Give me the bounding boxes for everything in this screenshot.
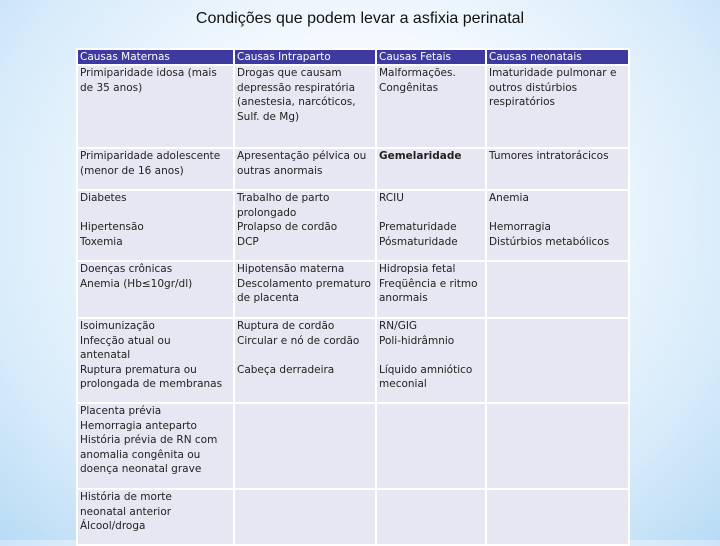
table-row <box>77 403 629 489</box>
cell-line: Freqüência e ritmo <box>379 277 478 290</box>
cell-line: outros distúrbios <box>489 81 578 94</box>
cell-line: Apresentação pélvica ou <box>237 150 367 162</box>
cell-line: Congênitas <box>379 81 439 94</box>
table-cell <box>77 261 234 318</box>
cell-line: neonatal anterior <box>80 505 172 518</box>
cell-line: Ruptura de cordão <box>237 320 335 332</box>
cell-line: Toxemia <box>80 235 123 248</box>
table-row <box>77 190 629 261</box>
cell-line: Sulf. de Mg) <box>237 110 300 123</box>
cell-spacer <box>80 206 231 221</box>
table-cell-empty <box>234 403 376 489</box>
cell-line: Circular e nó de cordão <box>237 334 360 347</box>
cell-line: de 35 anos) <box>80 81 143 94</box>
cell-line: Distúrbios metabólicos <box>489 235 610 248</box>
cell-line: anomalia congênita ou <box>80 448 201 461</box>
table-cell-empty <box>376 489 486 545</box>
cell-line: (menor de 16 anos) <box>80 164 184 177</box>
cell-line: Hipertensão <box>80 221 144 233</box>
table-cell <box>376 318 486 403</box>
table-cell <box>376 148 486 190</box>
cell-line: Gemelaridade <box>379 150 462 162</box>
cell-line: Placenta prévia <box>80 405 162 417</box>
cell-line: outras anormais <box>237 164 323 177</box>
cell-line: DCP <box>237 235 259 248</box>
cell-line: Malformações. <box>379 67 456 79</box>
table-cell-empty <box>486 489 629 545</box>
cell-line: Hidropsia fetal <box>379 263 456 275</box>
slide-title: Condições que podem levar a asfixia perinatal <box>195 10 525 27</box>
cell-line: Tumores intratorácicos <box>489 150 609 162</box>
cell-line: antenatal <box>80 349 131 361</box>
cell-line: Álcool/droga <box>80 520 146 532</box>
table-cell <box>77 318 234 403</box>
table-cell-empty <box>486 261 629 318</box>
table-cell <box>77 65 234 148</box>
cell-line: Poli-hidrâmnio <box>379 334 455 347</box>
table-cell <box>77 403 234 489</box>
cell-line: respiratórios <box>489 96 556 108</box>
cell-line: meconial <box>379 378 427 390</box>
cell-line: depressão respiratória <box>237 81 356 94</box>
cell-line: Hemorragia <box>489 221 551 233</box>
cell-line: Isoimunização <box>80 320 155 332</box>
cell-line: Doenças crônicas <box>80 263 173 275</box>
cell-line: Prematuridade <box>379 221 457 233</box>
cell-line: Imaturidade pulmonar e <box>489 67 617 79</box>
cell-spacer <box>489 206 626 221</box>
table-row <box>77 318 629 403</box>
table-cell <box>234 190 376 261</box>
table-cell <box>234 318 376 403</box>
cell-line: RN/GIG <box>379 320 418 332</box>
cell-line: de placenta <box>237 292 299 304</box>
cell-line: Infecção atual ou <box>80 334 171 347</box>
table-row <box>77 261 629 318</box>
cell-spacer <box>379 348 483 363</box>
cell-line: Primiparidade adolescente <box>80 150 221 162</box>
cell-line: Trabalho de parto <box>237 192 330 204</box>
table-cell <box>376 65 486 148</box>
cell-line: prolongada de membranas <box>80 378 223 390</box>
cell-line: História prévia de RN com <box>80 434 218 446</box>
table-cell <box>234 148 376 190</box>
table-cell <box>376 261 486 318</box>
cell-line: (anestesia, narcóticos, <box>237 96 356 108</box>
table-cell-empty <box>486 403 629 489</box>
header-causas-neonatais: Causas neonatais <box>486 49 629 65</box>
cell-line: Hemorragia anteparto <box>80 419 197 432</box>
table-cell <box>486 148 629 190</box>
table-cell <box>486 65 629 148</box>
cell-spacer <box>379 206 483 221</box>
table-cell <box>486 190 629 261</box>
table-cell <box>77 190 234 261</box>
cell-line: prolongado <box>237 206 297 219</box>
table-row <box>77 65 629 148</box>
table-row <box>77 148 629 190</box>
cell-line: doença neonatal grave <box>80 463 202 475</box>
cell-line: Hipotensão materna <box>237 263 345 275</box>
cell-line: Anemia (Hb≤10gr/dl) <box>80 277 193 290</box>
table-cell <box>234 65 376 148</box>
cell-line: Primiparidade idosa (mais <box>80 67 217 79</box>
cell-spacer <box>237 348 373 363</box>
table-cell <box>234 261 376 318</box>
cell-line: Pósmaturidade <box>379 235 458 248</box>
table-cell-empty <box>376 403 486 489</box>
table-cell-empty <box>234 489 376 545</box>
table-cell-empty <box>486 318 629 403</box>
header-causas-fetais: Causas Fetais <box>376 49 486 65</box>
cell-line: Descolamento prematuro <box>237 277 371 290</box>
header-causas-maternas: Causas Maternas <box>77 49 234 65</box>
cell-line: Líquido amniótico <box>379 363 473 376</box>
table-header-row <box>77 49 629 65</box>
conditions-table <box>76 48 630 546</box>
cell-line: Ruptura prematura ou <box>80 363 197 376</box>
table-cell <box>77 148 234 190</box>
cell-line: Cabeça derradeira <box>237 363 335 376</box>
cell-line: anormais <box>379 292 428 304</box>
header-causas-intraparto: Causas Intraparto <box>234 49 376 65</box>
cell-line: RCIU <box>379 192 404 204</box>
cell-line: Anemia <box>489 192 529 204</box>
table-cell <box>376 190 486 261</box>
cell-line: Drogas que causam <box>237 67 342 79</box>
table-cell <box>77 489 234 545</box>
cell-line: Prolapso de cordão <box>237 221 338 233</box>
cell-line: Diabetes <box>80 192 127 204</box>
table-row <box>77 489 629 545</box>
cell-line: História de morte <box>80 491 172 503</box>
